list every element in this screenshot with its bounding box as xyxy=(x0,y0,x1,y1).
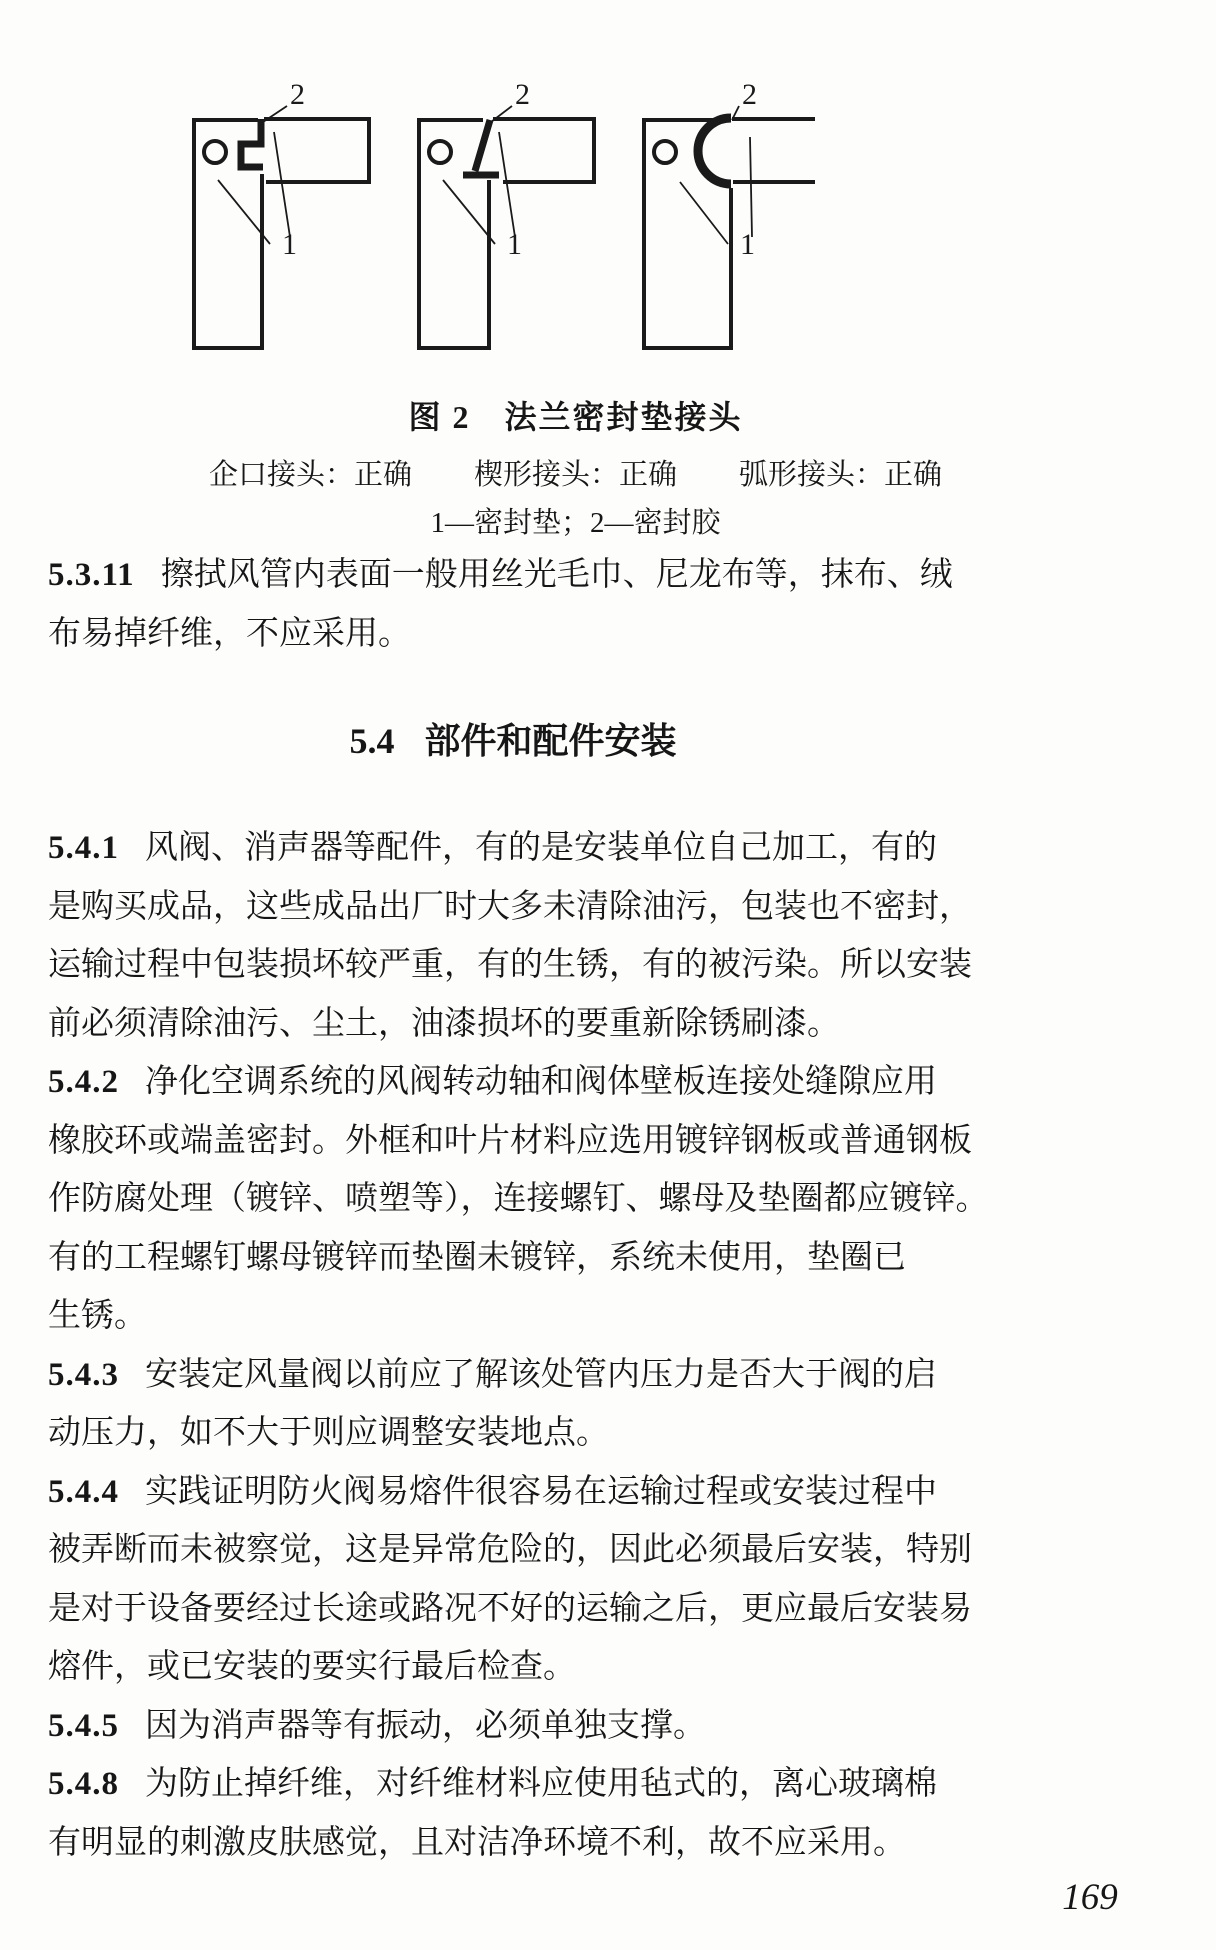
clause-number: 5.4.8 xyxy=(48,1766,119,1802)
paragraph-5-4-3-line xyxy=(48,1346,978,1405)
clause-text: 安装定风量阀以前应了解该处管内压力是否大于阀的启 xyxy=(145,1356,937,1393)
clause-number: 5.4.4 xyxy=(48,1473,119,1510)
clause-text: 为防止掉纤维，对纤维材料应使用毡式的，离心玻璃棉 xyxy=(145,1766,937,1802)
paragraph-5-4-1-line: 运输过程中包装损坏较严重，有的生锈，有的被污染。所以安装 xyxy=(48,947,972,983)
gasket-step-shape xyxy=(241,119,263,167)
paragraph-5-4-8-line xyxy=(48,1755,978,1814)
rabbet-joint-diagram xyxy=(194,82,369,348)
joint-label-rabbet: 企口接头：正确 xyxy=(208,459,412,491)
paragraph-5-4-3-line: 动压力，如不大于则应调整安装地点。 xyxy=(48,1415,609,1451)
paragraph-5-4-2-line: 生锈。 xyxy=(48,1298,147,1334)
clause-text: 实践证明防火阀易熔件很容易在运输过程或安装过程中 xyxy=(145,1473,937,1510)
paragraph-5-4-4-line: 熔件，或已安装的要实行最后检查。 xyxy=(48,1649,576,1685)
arc-joint-diagram xyxy=(644,82,815,348)
gasket-wedge-shape xyxy=(463,120,499,175)
clause-number: 5.4.2 xyxy=(48,1064,119,1100)
paragraph-5-4-4-line: 是对于设备要经过长途或路况不好的运输之后，更应最后安装易 xyxy=(48,1590,972,1627)
gasket-arc-shape xyxy=(698,118,731,184)
paragraph-5-4-2-line: 作防腐处理（镀锌、喷塑等），连接螺钉、螺母及垫圈都应镀锌。 xyxy=(48,1181,989,1217)
callout-gasket: 1 xyxy=(507,228,522,261)
clause-number: 5.4.3 xyxy=(48,1356,119,1393)
figure-caption: 图 2 法兰密封垫接头 xyxy=(408,399,743,435)
callout-sealant: 2 xyxy=(742,82,757,111)
callout-sealant: 2 xyxy=(515,82,530,111)
joint-label-arc: 弧形接头：正确 xyxy=(739,459,943,491)
clause-text: 风阀、消声器等配件，有的是安装单位自己加工，有的 xyxy=(145,830,937,866)
figure-legend: 1—密封垫；2—密封胶 xyxy=(430,507,721,539)
clause-number: 5.3.11 xyxy=(48,557,135,593)
section-number: 5.4 xyxy=(349,721,395,761)
clause-text: 擦拭风管内表面一般用丝光毛巾、尼龙布等，抹布、绒 xyxy=(160,557,953,593)
callout-gasket: 1 xyxy=(740,228,755,261)
paragraph-5-4-8-line: 有明显的刺激皮肤感觉，且对洁净环境不利，故不应采用。 xyxy=(48,1824,906,1861)
joint-label-wedge: 楔形接头：正确 xyxy=(473,459,677,491)
section-heading-5-4 xyxy=(48,663,978,819)
paragraph-5-4-4-line: 被弄断而未被察觉，这是异常危险的，因此必须最后安装，特别 xyxy=(48,1532,972,1568)
flange-gasket-joint-figure xyxy=(185,82,815,362)
figure-joint-type-labels xyxy=(48,452,1103,493)
paragraph-5-3-11-line xyxy=(48,546,978,605)
paragraph-5-4-2-line: 有的工程螺钉螺母镀锌而垫圈未镀锌，系统未使用，垫圈已 xyxy=(48,1239,906,1276)
paragraph-5-4-1-line: 是购买成品，这些成品出厂时大多未清除油污，包装也不密封， xyxy=(48,888,972,925)
callout-sealant: 2 xyxy=(290,82,305,111)
clause-text: 净化空调系统的风阀转动轴和阀体壁板连接处缝隙应用 xyxy=(145,1064,937,1100)
clause-number: 5.4.1 xyxy=(48,830,119,866)
page-number: 169 xyxy=(1062,1877,1118,1918)
body-text xyxy=(48,546,989,1872)
paragraph-5-4-1-line: 前必须清除油污、尘土，油漆损坏的要重新除锈刷漆。 xyxy=(48,1005,840,1042)
paragraph-5-4-4-line xyxy=(48,1463,978,1522)
paragraph-5-4-2-line xyxy=(48,1053,978,1112)
callout-gasket: 1 xyxy=(282,228,297,261)
clause-number: 5.4.5 xyxy=(48,1707,119,1744)
paragraph-5-3-11-line: 布易掉纤维，不应采用。 xyxy=(48,615,411,652)
paragraph-5-4-5-line xyxy=(48,1697,978,1756)
paragraph-5-4-1-line xyxy=(48,819,978,878)
clause-text: 因为消声器等有振动，必须单独支撑。 xyxy=(145,1707,706,1744)
wedge-joint-diagram xyxy=(419,82,594,348)
paragraph-5-4-2-line: 橡胶环或端盖密封。外框和叶片材料应选用镀锌钢板或普通钢板 xyxy=(48,1122,972,1159)
section-title: 部件和配件安装 xyxy=(424,721,677,761)
